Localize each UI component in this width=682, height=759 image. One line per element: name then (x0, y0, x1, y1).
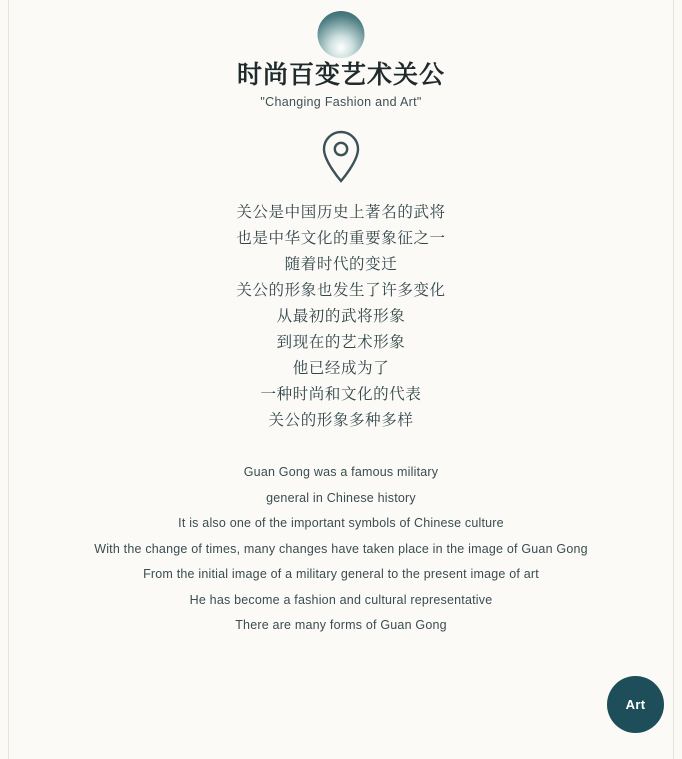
page-title-en: "Changing Fashion and Art" (260, 95, 422, 110)
page-title-cn: 时尚百变艺术关公 (236, 61, 445, 89)
cn-line: 他已经成为了 (292, 360, 390, 377)
cn-line: 从最初的武将形象 (276, 308, 406, 325)
en-line: It is also one of the important symbols of Chinese culture (178, 516, 504, 530)
gradient-circle-icon (318, 11, 365, 58)
cn-line: 一种时尚和文化的代表 (260, 386, 422, 403)
location-pin-icon (321, 130, 361, 189)
en-line: general in Chinese history (266, 490, 416, 505)
cn-line: 也是中华文化的重要象征之一 (236, 230, 446, 247)
chinese-body-text (0, 200, 682, 434)
cn-line: 关公的形象多种多样 (268, 412, 414, 429)
english-body-text (0, 460, 682, 639)
en-line: With the change of times, many changes have taken place in the image of Guan Gong (94, 541, 588, 556)
en-line: Guan Gong was a famous military (243, 465, 439, 479)
art-badge-label: Art (625, 697, 646, 712)
title-block (0, 60, 682, 109)
cn-line: 随着时代的变迁 (284, 256, 398, 273)
cn-line: 到现在的艺术形象 (276, 334, 406, 351)
cn-line: 关公的形象也发生了许多变化 (236, 282, 446, 299)
en-line: There are many forms of Guan Gong (235, 618, 447, 632)
divider-ornament (0, 130, 682, 189)
art-badge[interactable] (607, 676, 664, 733)
cn-line: 关公是中国历史上著名的武将 (236, 204, 446, 221)
en-line: From the initial image of a military general to the present image of art (143, 567, 539, 581)
en-line: He has become a fashion and cultural representative (189, 592, 493, 607)
